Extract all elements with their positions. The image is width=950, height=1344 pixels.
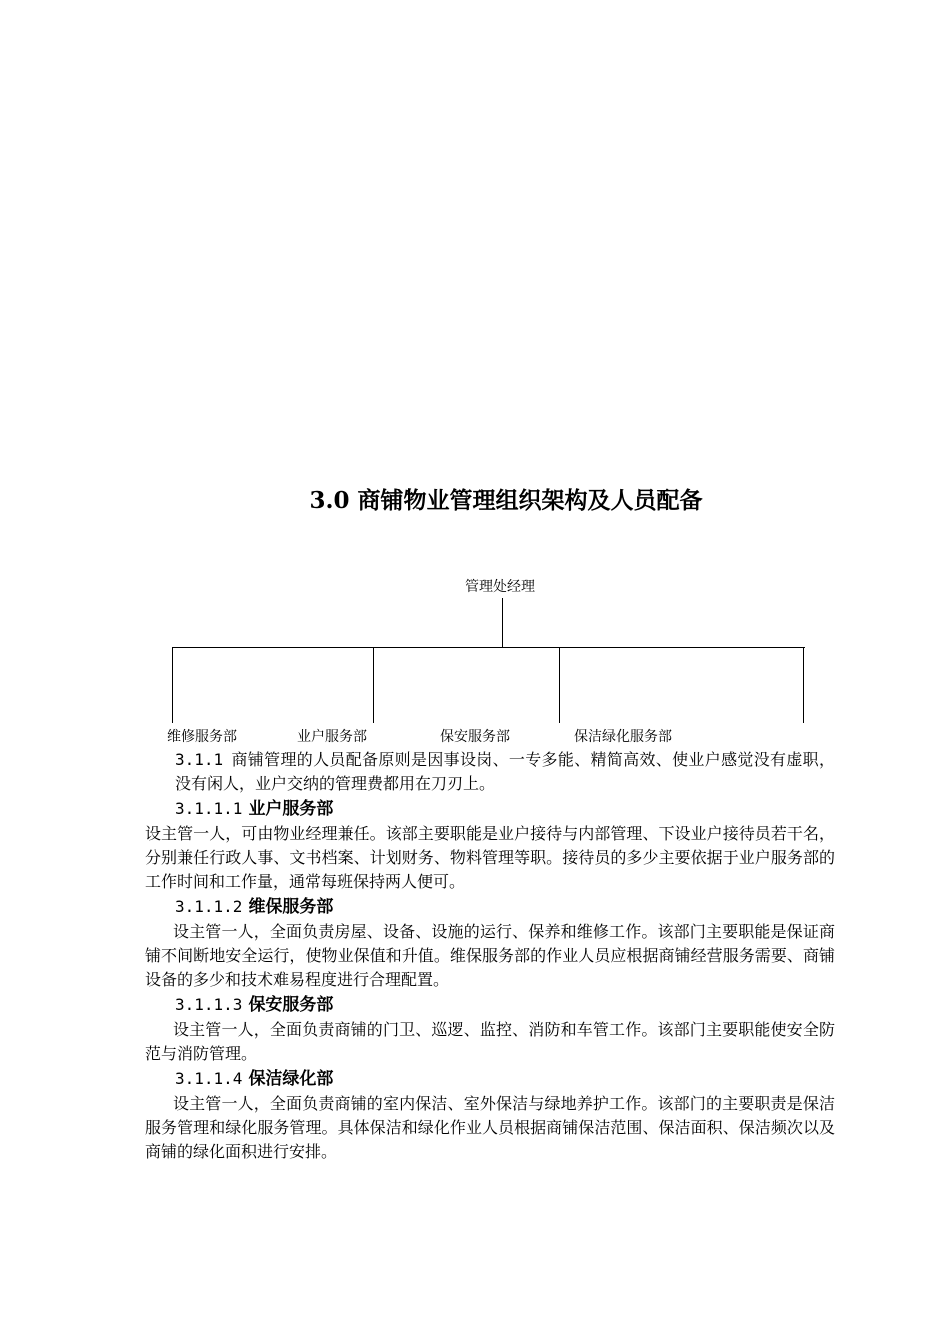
org-top-node: 管理处经理 bbox=[465, 579, 535, 595]
section-number: 3.1.1.3 bbox=[175, 995, 243, 1014]
org-dept-tenant-service: 业户服务部 bbox=[297, 729, 367, 745]
paragraph-3-1-1-1: 设主管一人，可由物业经理兼任。该部主要职能是业户接待与内部管理、下设业户接待员若干名，分别兼任行政人事、文书档案、计划财务、物料管理等职。接待员的多少主要依据于业户服务部的工作时间和工作量，通常每班保持两人便可。 bbox=[145, 824, 835, 891]
document-body bbox=[145, 748, 835, 1164]
section-number: 3.1.1.4 bbox=[175, 1069, 243, 1088]
org-dept-maintenance: 维修服务部 bbox=[167, 729, 237, 745]
paragraph-3-1-1-2: 设主管一人，全面负责房屋、设备、设施的运行、保养和维修工作。该部门主要职能是保证商铺不间断地安全运行，使物业保值和升值。维保服务部的作业人员应根据商铺经营服务需要、商铺设备的多少和技术难易程度进行合理配置。 bbox=[145, 922, 835, 989]
paragraph-text: 商铺管理的人员配备原则是因事设岗、一专多能、精简高效、使业户感觉没有虚职，没有闲人，业户交纳的管理费都用在刀刃上。 bbox=[175, 750, 835, 793]
org-connector-horizontal bbox=[172, 647, 805, 648]
heading-text: 业户服务部 bbox=[248, 799, 334, 819]
org-dept-security: 保安服务部 bbox=[440, 729, 510, 745]
org-branch-3 bbox=[559, 647, 560, 723]
heading-3-1-1-2 bbox=[145, 894, 835, 920]
heading-3-1-1-1 bbox=[145, 796, 835, 822]
org-dept-cleaning-greening: 保洁绿化服务部 bbox=[574, 729, 672, 745]
org-branch-4 bbox=[803, 647, 804, 723]
heading-text: 保安服务部 bbox=[248, 995, 334, 1015]
paragraph-3-1-1-3: 设主管一人，全面负责商铺的门卫、巡逻、监控、消防和车管工作。该部门主要职能使安全防范与消防管理。 bbox=[145, 1020, 835, 1063]
heading-text: 保洁绿化部 bbox=[248, 1069, 334, 1089]
heading-3-1-1-4 bbox=[145, 1066, 835, 1092]
org-branch-1 bbox=[172, 647, 173, 723]
section-number: 3.1.1.1 bbox=[175, 799, 243, 818]
heading-3-1-1-3 bbox=[145, 992, 835, 1018]
heading-text: 维保服务部 bbox=[248, 897, 334, 917]
section-3-1-1 bbox=[145, 748, 835, 796]
section-number: 3.1.1.2 bbox=[175, 897, 243, 916]
page-title: 3.0 商铺物业管理组织架构及人员配备 bbox=[309, 487, 703, 514]
section-number: 3.1.1 bbox=[175, 750, 224, 769]
org-branch-2 bbox=[373, 647, 374, 723]
org-connector-vertical bbox=[502, 598, 503, 648]
paragraph-3-1-1-4: 设主管一人，全面负责商铺的室内保洁、室外保洁与绿地养护工作。该部门的主要职责是保洁服务管理和绿化服务管理。具体保洁和绿化作业人员根据商铺保洁范围、保洁面积、保洁频次以及商铺的绿化面积进行安排。 bbox=[145, 1094, 835, 1161]
